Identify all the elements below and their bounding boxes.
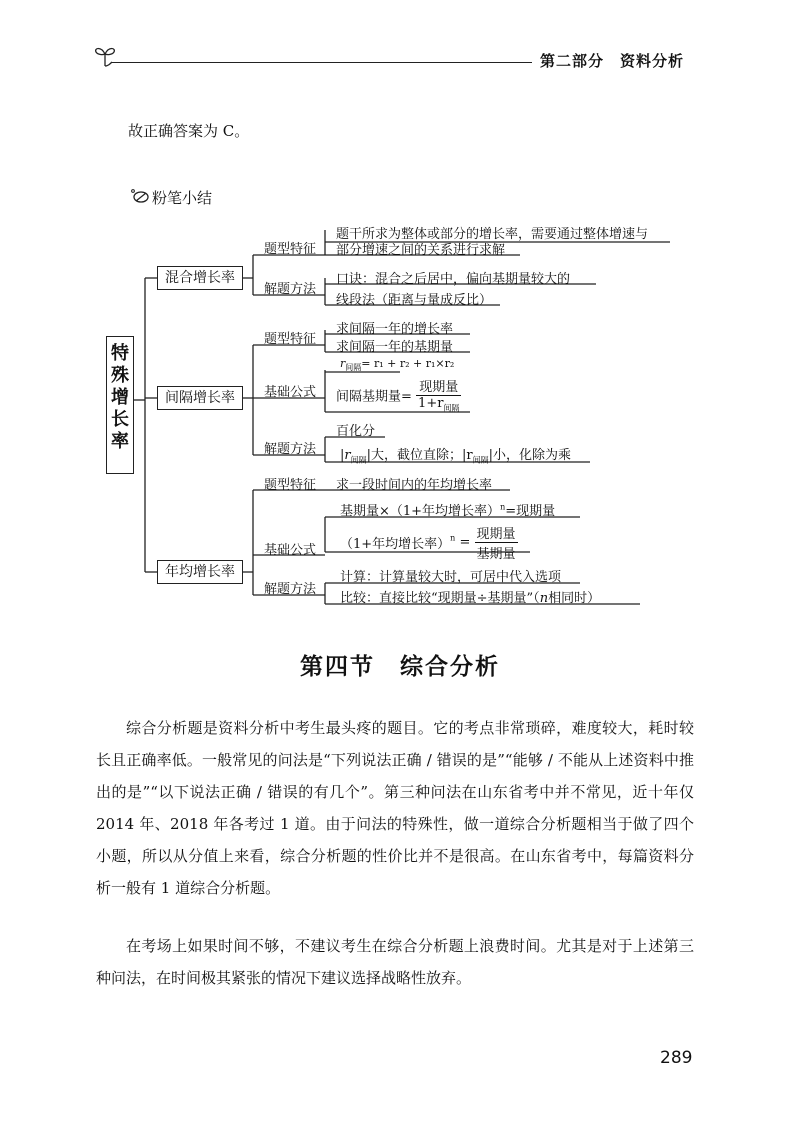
- paragraph: 在考场上如果时间不够，不建议考生在综合分析题上浪费时间。尤其是对于上述第三种问法，在时间极其紧张的情况下建议选择战略性放弃。: [96, 937, 694, 987]
- formula-var: n: [539, 591, 549, 606]
- fraction-denominator: 基期量: [476, 547, 516, 562]
- fraction: [416, 376, 461, 414]
- leaf-text: 线段法（距离与量成反比）: [336, 293, 493, 308]
- den-base: 1+r: [418, 396, 444, 411]
- fraction-numerator: 现期量: [475, 523, 518, 543]
- formula-sub: 间隔: [345, 363, 362, 373]
- fraction-denominator: [416, 396, 461, 414]
- root-label: 特殊增长率: [111, 343, 129, 452]
- formula-interval-rate: [340, 357, 454, 373]
- page-number: 289: [660, 1048, 693, 1068]
- leaf-text: 题干所求为整体或部分的增长率，需要通过整体增速与: [336, 227, 649, 242]
- formula-rest: = r₁ + r₂ + r₁×r₂: [361, 357, 455, 370]
- mindmap-root: [106, 336, 134, 474]
- formula-eq: =: [455, 535, 475, 550]
- branch-mixed-growth: [157, 266, 243, 290]
- group-label: 解题方法: [264, 282, 317, 297]
- formula-exp: n: [450, 533, 456, 543]
- formula-exp: n: [500, 502, 506, 512]
- answer-line: 故正确答案为 C。: [128, 122, 250, 140]
- section-title: 第四节 综合分析: [300, 654, 500, 680]
- formula-lhs: 间隔基期量=: [336, 389, 412, 405]
- leaf-text: 部分增速之间的关系进行求解: [336, 243, 506, 258]
- formula-annual-2: [340, 523, 518, 562]
- abs-r: |r: [340, 448, 351, 463]
- branch-annual-growth: [157, 560, 243, 584]
- formula-var: r: [340, 357, 346, 370]
- branch-label: 间隔增长率: [165, 390, 235, 406]
- method-interval: [340, 444, 571, 466]
- leaf-text: 求间隔一年的增长率: [336, 322, 454, 337]
- abs-sub: 间隔: [350, 455, 367, 465]
- group-label: 基础公式: [264, 385, 317, 400]
- fraction-numerator: 现期量: [416, 376, 461, 396]
- group-label: 题型特征: [264, 242, 317, 257]
- formula-part: =现期量: [505, 504, 556, 519]
- leaf-text: 百化分: [336, 424, 376, 439]
- branch-label: 混合增长率: [165, 270, 235, 286]
- formula-part: （1+年均增长率）: [340, 537, 451, 552]
- formula-interval-base: [336, 376, 461, 414]
- method-text: |小，化除为乘: [488, 448, 571, 463]
- method-text: 比较：直接比较“现期量÷基期量”（: [340, 591, 540, 606]
- group-label: 基础公式: [264, 543, 317, 558]
- group-label: 题型特征: [264, 332, 317, 347]
- leaf-text: 计算：计算量较大时，可居中代入选项: [340, 570, 562, 585]
- den-sub: 间隔: [443, 403, 460, 413]
- group-label: 解题方法: [264, 442, 317, 457]
- branch-interval-growth: [157, 386, 243, 410]
- method-compare: [340, 587, 600, 606]
- group-label: 题型特征: [264, 478, 317, 493]
- leaf-text: 口诀：混合之后居中，偏向基期量较大的: [336, 272, 571, 287]
- leaf-text: 求间隔一年的基期量: [336, 340, 454, 355]
- formula-annual-1: [340, 500, 555, 519]
- method-text: 相同时）: [548, 591, 601, 606]
- fraction: [475, 523, 518, 562]
- formula-part: 基期量×（1+年均增长率）: [340, 504, 501, 519]
- group-label: 解题方法: [264, 582, 317, 597]
- paragraph: 综合分析题是资料分析中考生最头疼的题目。它的考点非常琐碎，难度较大，耗时较长且正确率低。一般常见的问法是“下列说法正确 / 错误的是”“能够 / 不能从上述资料中推出的是”“以下说法正确 / 错误的有几个”。第三种问法在山东省考中并不常见，近十年仅 2014 年、2018 年各考过 1 道。由于问法的特殊性，做一道综合分析题相当于做了四个小题，所以从分值上来看，综合分析题的性价比并不是很高。在山东省考中，每篇资料分析一般有 1 道综合分析题。: [96, 719, 694, 897]
- header-section-label: 第二部分 资料分析: [540, 52, 685, 70]
- abs-sub: 间隔: [472, 455, 489, 465]
- leaf-text: 求一段时间内的年均增长率: [336, 478, 493, 493]
- branch-label: 年均增长率: [165, 564, 235, 580]
- summary-title: 粉笔小结: [152, 189, 213, 207]
- method-text: |大，截位直除；|r: [366, 448, 473, 463]
